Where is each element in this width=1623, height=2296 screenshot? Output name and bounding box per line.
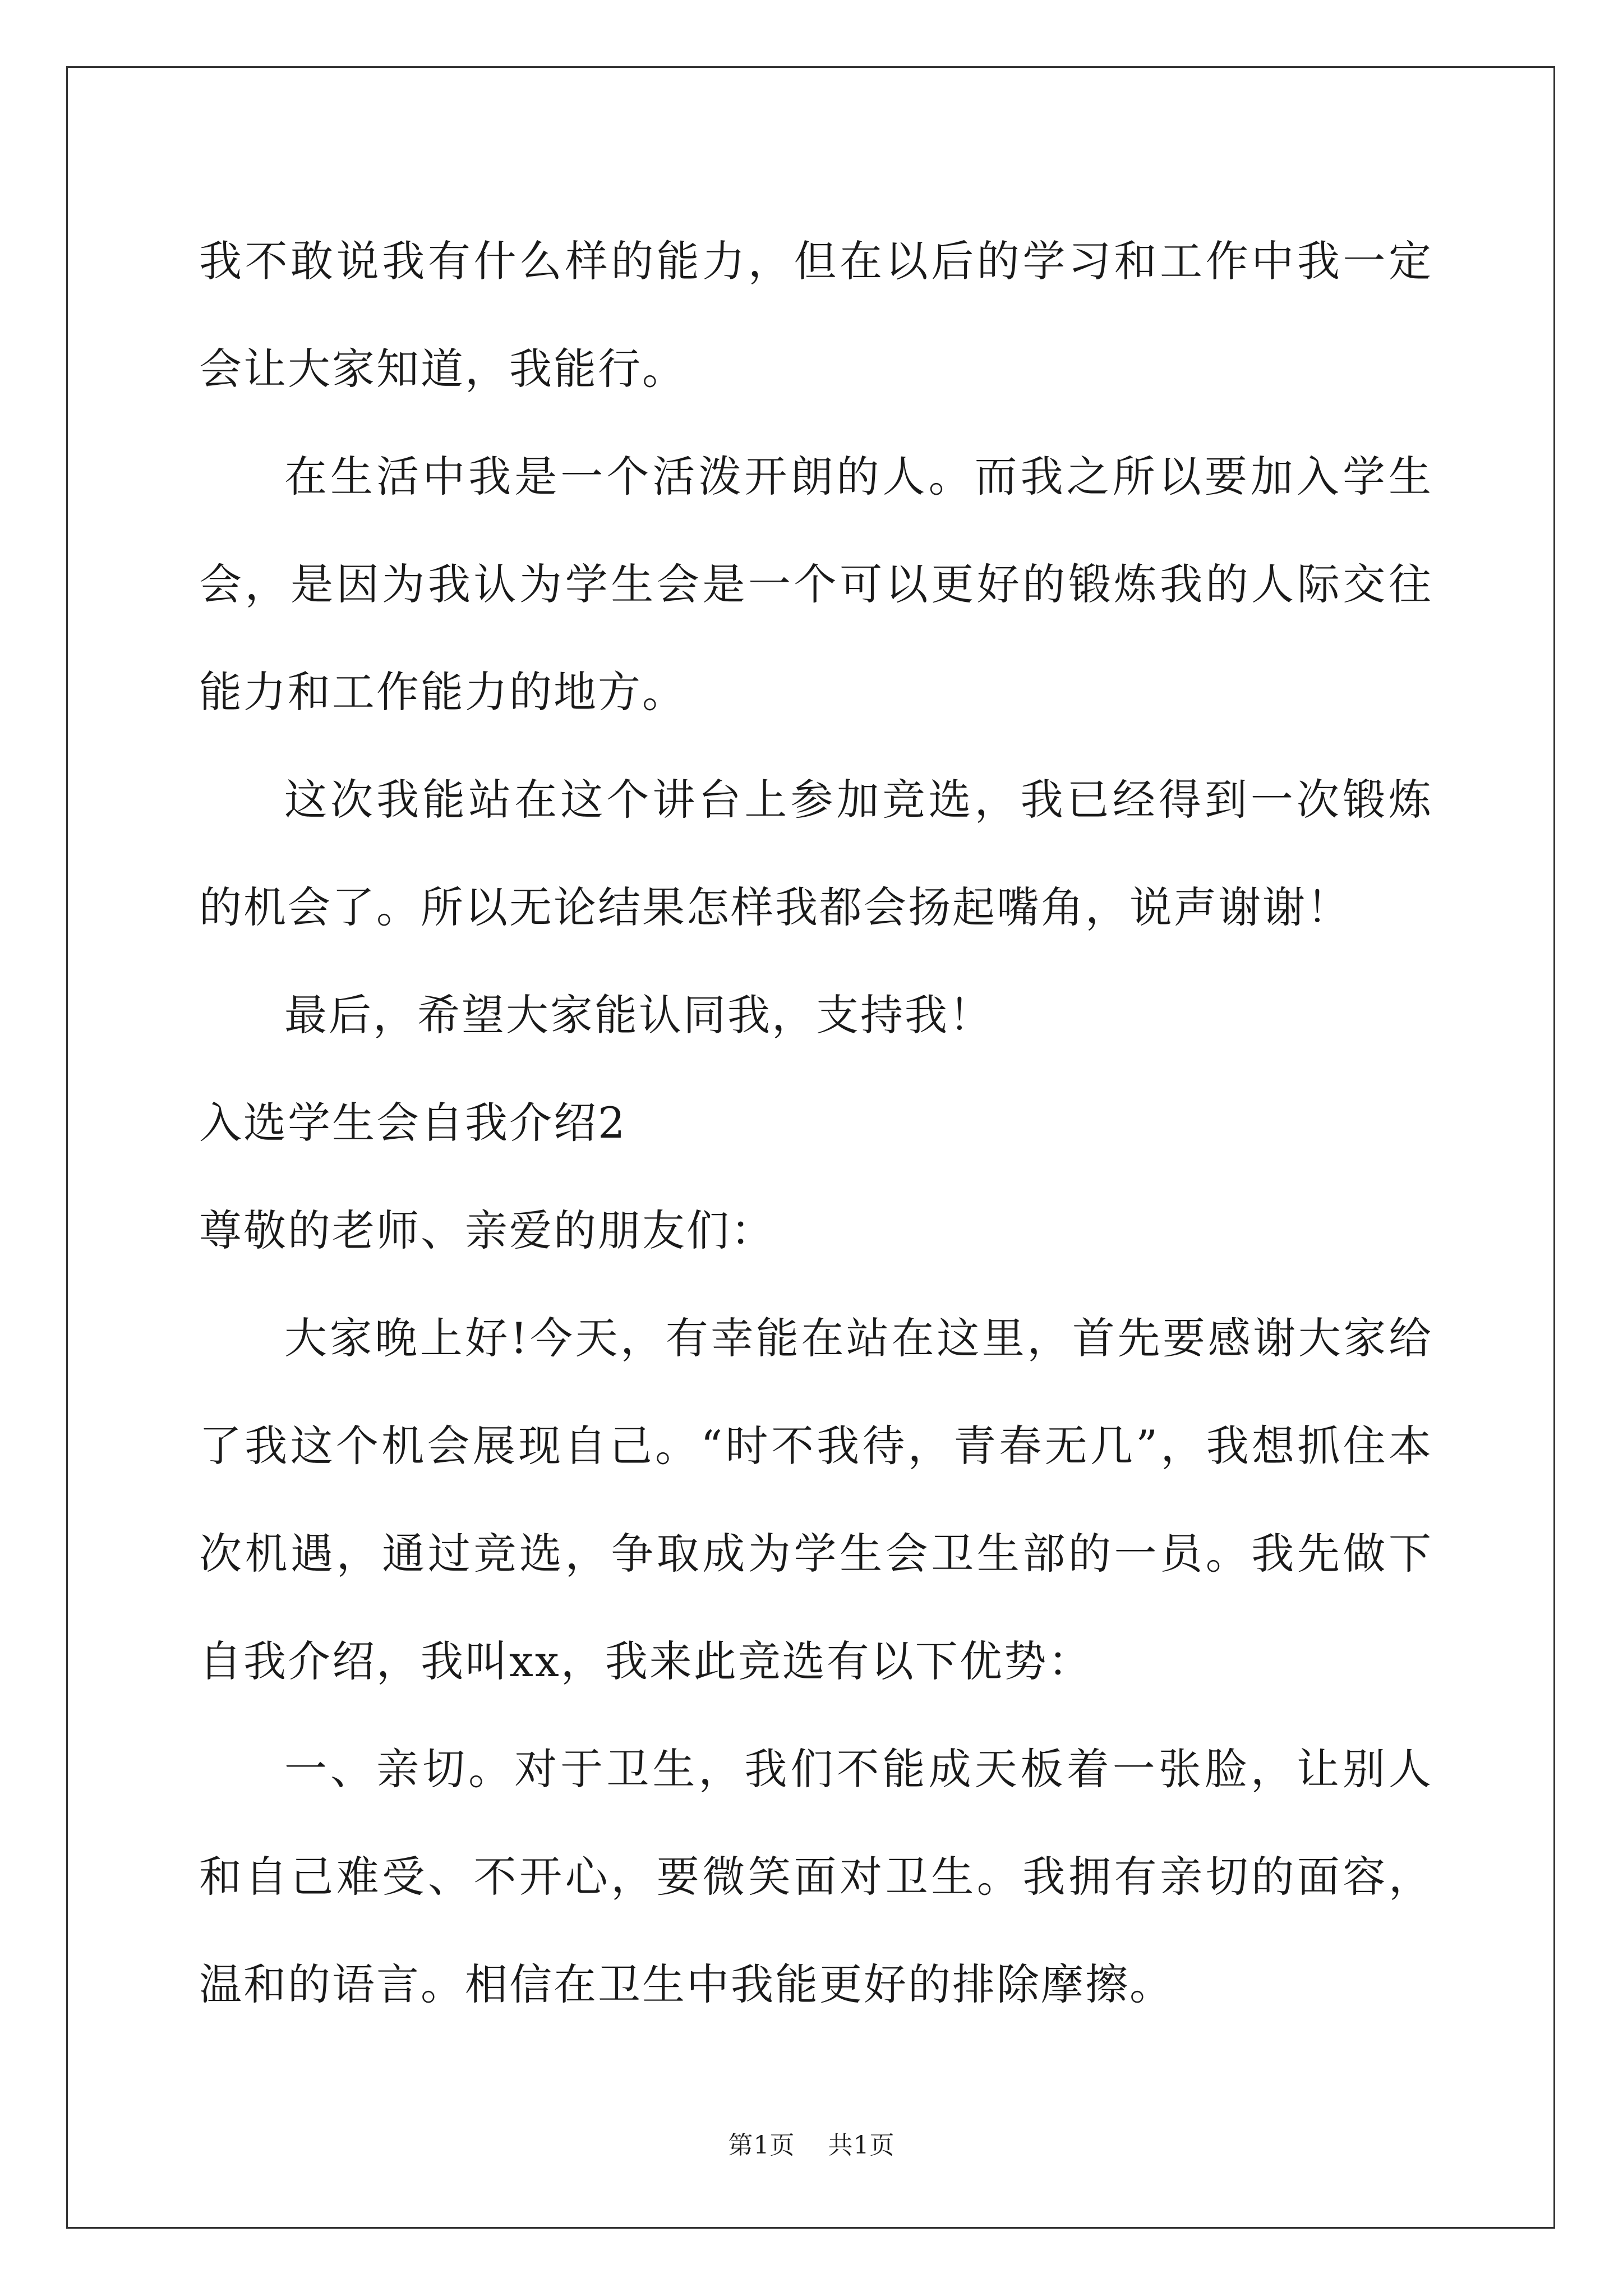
paragraph-advantage-one: 一、亲切。对于卫生，我们不能成天板着一张脸，让别人和自己难受、不开心，要微笑面对卫生。我拥有亲切的面容，温和的语言。相信在卫生中我能更好的排除摩擦。 xyxy=(199,1744,1433,2009)
page-footer xyxy=(0,2125,1623,2161)
paragraph-personality: 在生活中我是一个活泼开朗的人。而我之所以要加入学生会，是因为我认为学生会是一个可以更好的锻炼我的人际交往能力和工作能力的地方。 xyxy=(199,452,1433,717)
paragraph-greeting: 大家晚上好!今天，有幸能在站在这里，首先要感谢大家给了我这个机会展现自己。“时不我待，青春无几”，我想抓住本次机遇，通过竞选，争取成为学生会卫生部的一员。我先做下自我介绍，我叫xx，我来此竞选有以下优势： xyxy=(199,1313,1433,1686)
salutation: 尊敬的老师、亲爱的朋友们： xyxy=(199,1205,775,1255)
document-body xyxy=(199,208,1433,2039)
section-heading: 入选学生会自我介绍2 xyxy=(199,1098,627,1148)
paragraph-closing: 最后，希望大家能认同我，支持我！ xyxy=(284,990,993,1040)
page-total: 共1页 xyxy=(828,2131,895,2160)
paragraph-opportunity: 这次我能站在这个讲台上参加竞选，我已经得到一次锻炼的机会了。所以无论结果怎样我都会扬起嘴角，说声谢谢！ xyxy=(199,775,1433,932)
paragraph-ability: 我不敢说我有什么样的能力，但在以后的学习和工作中我一定会让大家知道，我能行。 xyxy=(199,236,1433,394)
page-number: 第1页 xyxy=(728,2131,795,2160)
